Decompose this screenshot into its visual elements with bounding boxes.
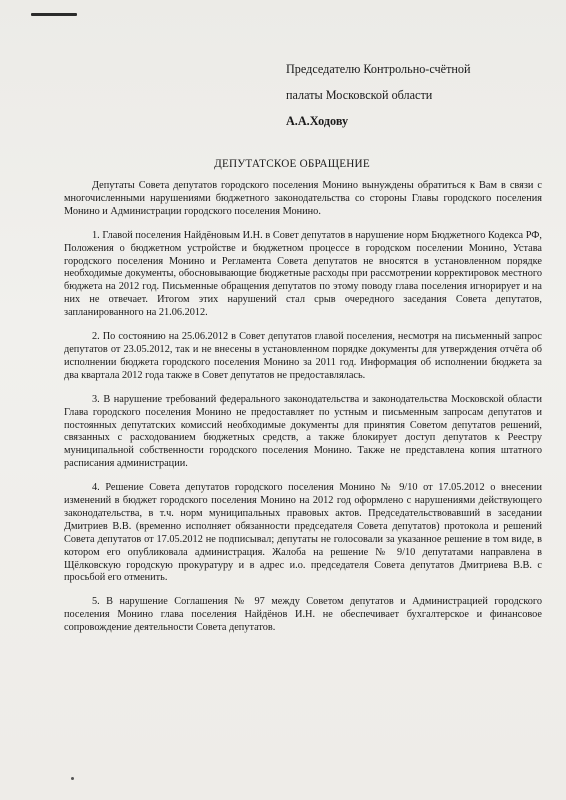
paragraph-1: 1. Главой поселения Найдёновым И.Н. в Совет депутатов в нарушение норм Бюджетного Кодекса РФ, Положения о бюджетном устройстве и бюджетном процессе в городском поселении Монино, Устава городского поселения Монино и Регламента Совета депутатов не вносятся в установленном порядке необходимые документы, обосновывающие бюджетные расходы при рассмотрении корректировок местного бюджета на 2012 год. Письменные обращения депутатов по этому поводу глава поселения игнорирует и на них не отвечает. Итогом этих нарушений стал срыв очередного заседания Совета депутатов, запланированного на 21.06.2012. [64, 229, 542, 319]
paragraph-2: 2. По состоянию на 25.06.2012 в Совет депутатов главой поселения, несмотря на письменный запрос депутатов от 23.05.2012, так и не внесены в установленном порядке документы для утверждения отчёта об исполнении бюджета городского поселения Монино за 2011 год. Информация об исполнении бюджета за два квартала 2012 года также в Совет депутатов не предоставлялась. [64, 331, 542, 381]
addressee-line-2: палаты Московской области [286, 88, 433, 102]
intro-paragraph: Депутаты Совета депутатов городского поселения Монино вынуждены обратиться к Вам в связи с многочисленными нарушениями бюджетного законодательства со стороны Главы городского поселения Монино и Администрации городского поселения Монино. [64, 180, 542, 217]
scan-speck [71, 777, 74, 780]
scan-mark [31, 13, 77, 16]
paragraph-3: 3. В нарушение требований федерального законодательства и законодательства Московской области Глава городского поселения Монино не предоставляет по устным и письменным запросам депутатов и постоянных депутатских комиссий необходимые документы для принятия Советом депутатов решений, связанных с расходованием бюджетных средств, а также блокирует доступ депутатов к Реестру муниципальной собственности городского поселения Монино. Также не представлена копия штатного расписания администрации. [64, 393, 542, 470]
addressee-block [286, 62, 526, 128]
document-body [64, 180, 542, 635]
addressee-line-1: Председателю Контрольно-счётной [286, 62, 471, 76]
paragraph-4: 4. Решение Совета депутатов городского поселения Монино № 9/10 от 17.05.2012 о внесении изменений в бюджет городского поселения Монино на 2012 год оформлено с нарушениями действующего законодательства, в т.ч. норм муниципальных правовых актов. Председательствовавший в заседании Дмитриев В.В. (временно исполняет обязанности председателя Совета депутатов) протокола и решений Совета депутатов от 17.05.2012 не подписывал; депутаты не голосовали за указанное решение в том виде, в котором его опубликовала администрация. Жалоба на решение № 9/10 депутатами направлена в Щёлковскую городскую прокуратуру и в адрес и.о. председателя Совета депутатов Дмитриева В.В. с просьбой его отменить. [64, 482, 542, 584]
addressee-name: А.А.Ходову [286, 114, 349, 128]
document-title: ДЕПУТАТСКОЕ ОБРАЩЕНИЕ [214, 158, 370, 170]
paragraph-5: 5. В нарушение Соглашения № 97 между Советом депутатов и Администрацией городского поселения Монино глава поселения Найдёнов И.Н. не обеспечивает бухгалтерское и финансовое сопровождение деятельности Совета депутатов. [64, 596, 542, 634]
